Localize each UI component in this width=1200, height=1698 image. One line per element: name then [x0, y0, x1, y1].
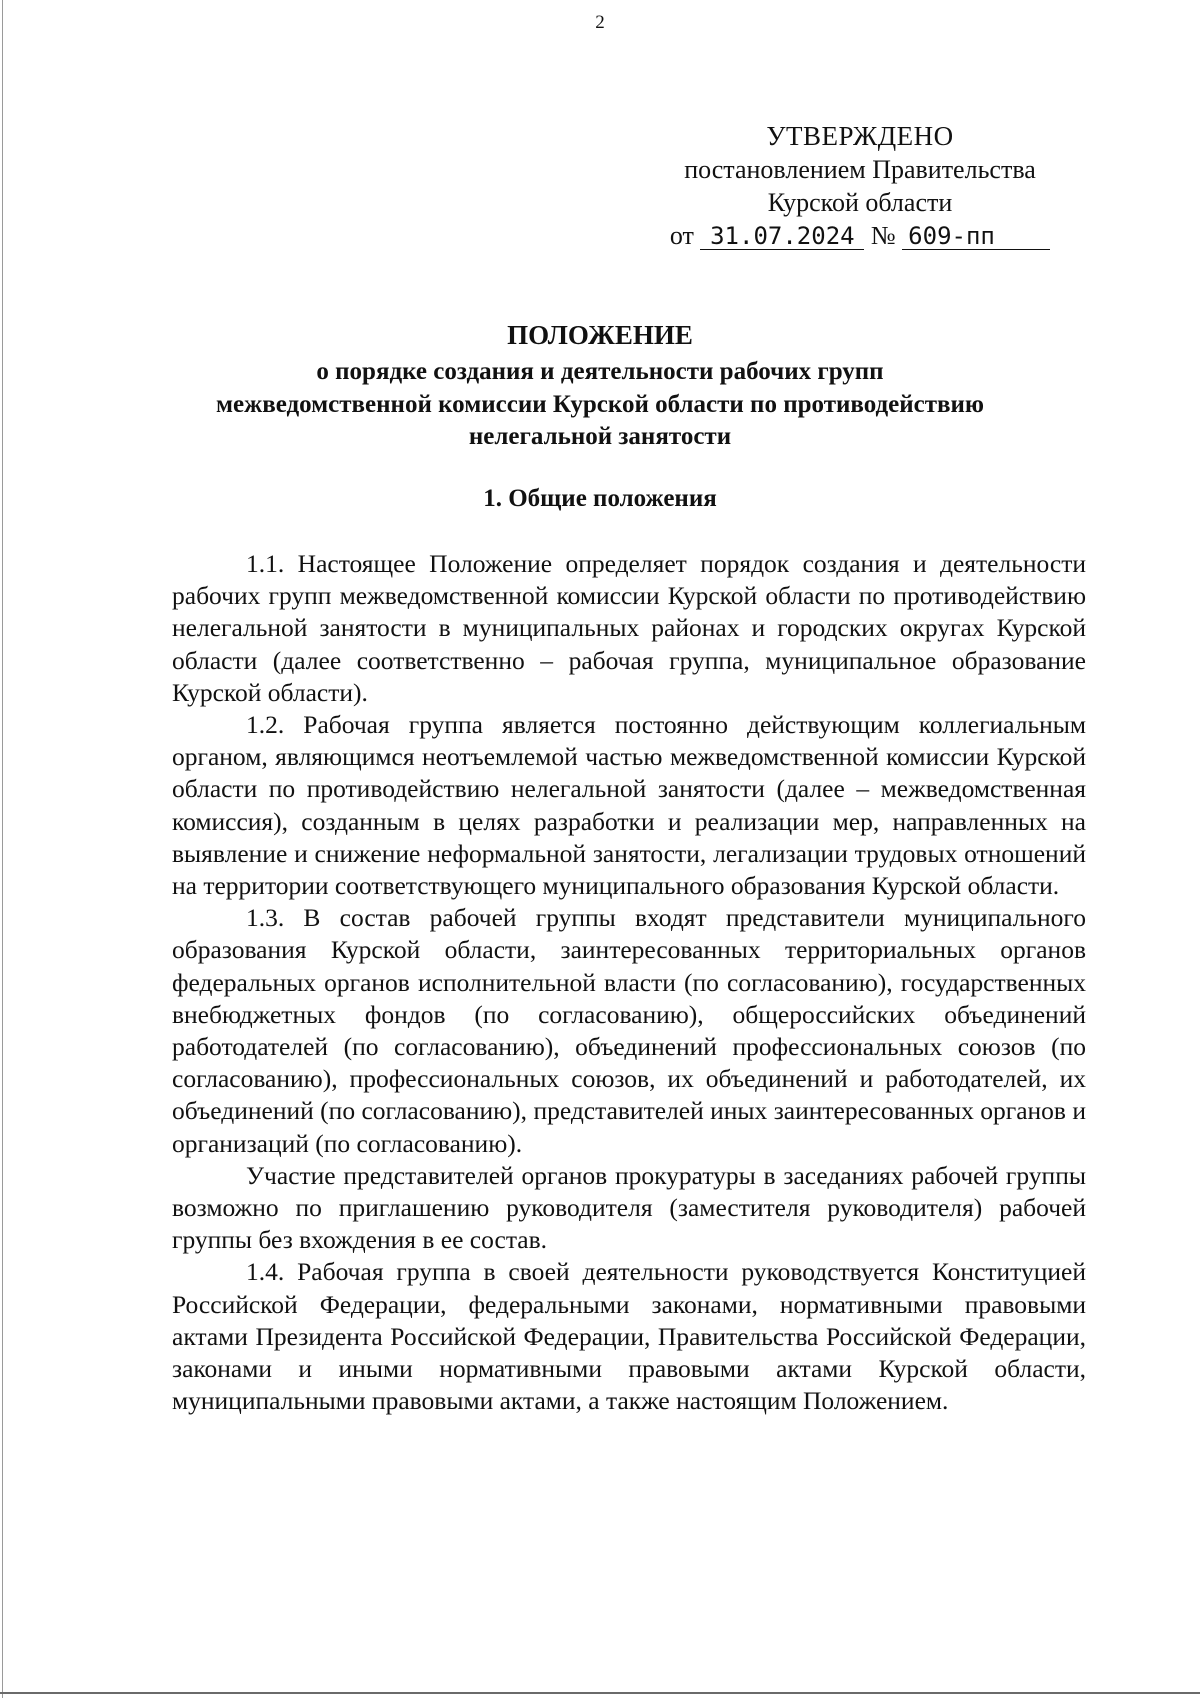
- document-title-block: [130, 318, 1070, 454]
- document-subtitle-line-3: нелегальной занятости: [468, 423, 732, 450]
- paragraph-1-2: 1.2. Рабочая группа является постоянно действующим коллегиальным органом, являющимся неотъемлемой частью межведомственной комиссии Курской области по противодействию нелегальной занятости (далее – межведомственная комиссия), созданным в целях разработки и реализации мер, направленных на выявление и снижение неформальной занятости, легализации трудовых отношений на территории соответствующего муниципального образования Курской области.: [172, 710, 1086, 901]
- number-prefix: №: [870, 221, 896, 250]
- approval-stamp-block: [640, 120, 1080, 252]
- document-title: ПОЛОЖЕНИЕ: [507, 320, 693, 350]
- approval-line-2: Курской области: [767, 188, 953, 217]
- section-heading: 1. Общие положения: [483, 485, 717, 512]
- paragraph-1-3-continuation: Участие представителей органов прокуратуры в заседаниях рабочей группы возможно по приглашению руководителя (заместителя руководителя) рабочей группы без вхождения в ее состав.: [172, 1160, 1086, 1255]
- approval-date-line: [640, 219, 1080, 252]
- document-subtitle-line-2: межведомственной комиссии Курской области по противодействию: [215, 390, 985, 418]
- paragraph-1-3: 1.3. В состав рабочей группы входят представители муниципального образования Курской области, заинтересованных территориальных органов федеральных органов исполнительной власти (по согласованию), государственных внебюджетных фондов (по согласованию), общероссийских объединений работодателей (по согласованию), объединений профессиональных союзов (по согласованию), профессиональных союзов, их объединений и работодателей, их объединений (по согласованию), представителей иных заинтересованных органов и организаций (по согласованию).: [172, 903, 1086, 1158]
- document-subtitle-line-1: о порядке создания и деятельности рабочих групп: [316, 358, 884, 385]
- date-prefix: от: [669, 221, 694, 250]
- document-number: 609-пп: [902, 223, 1050, 250]
- document-body: [172, 548, 1086, 1417]
- page-number: 2: [595, 12, 605, 33]
- approval-line-1: постановлением Правительства: [684, 155, 1036, 184]
- scan-edge-left: [2, 0, 3, 1698]
- paragraph-1-4: 1.4. Рабочая группа в своей деятельности руководствуется Конституцией Российской Федерации, федеральными законами, нормативными правовыми актами Президента Российской Федерации, Правительства Российской Федерации, законами и иными нормативными правовыми актами Курской области, муниципальными правовыми актами, а также настоящим Положением.: [172, 1257, 1086, 1416]
- document-date: 31.07.2024: [700, 223, 864, 250]
- scan-edge-bottom: [0, 1692, 1200, 1694]
- paragraph-1-1: 1.1. Настоящее Положение определяет порядок создания и деятельности рабочих групп межведомственной комиссии Курской области по противодействию нелегальной занятости в муниципальных районах и городских округах Курской области (далее соответственно – рабочая группа, муниципальное образование Курской области).: [172, 549, 1086, 707]
- approval-status: УТВЕРЖДЕНО: [766, 121, 954, 151]
